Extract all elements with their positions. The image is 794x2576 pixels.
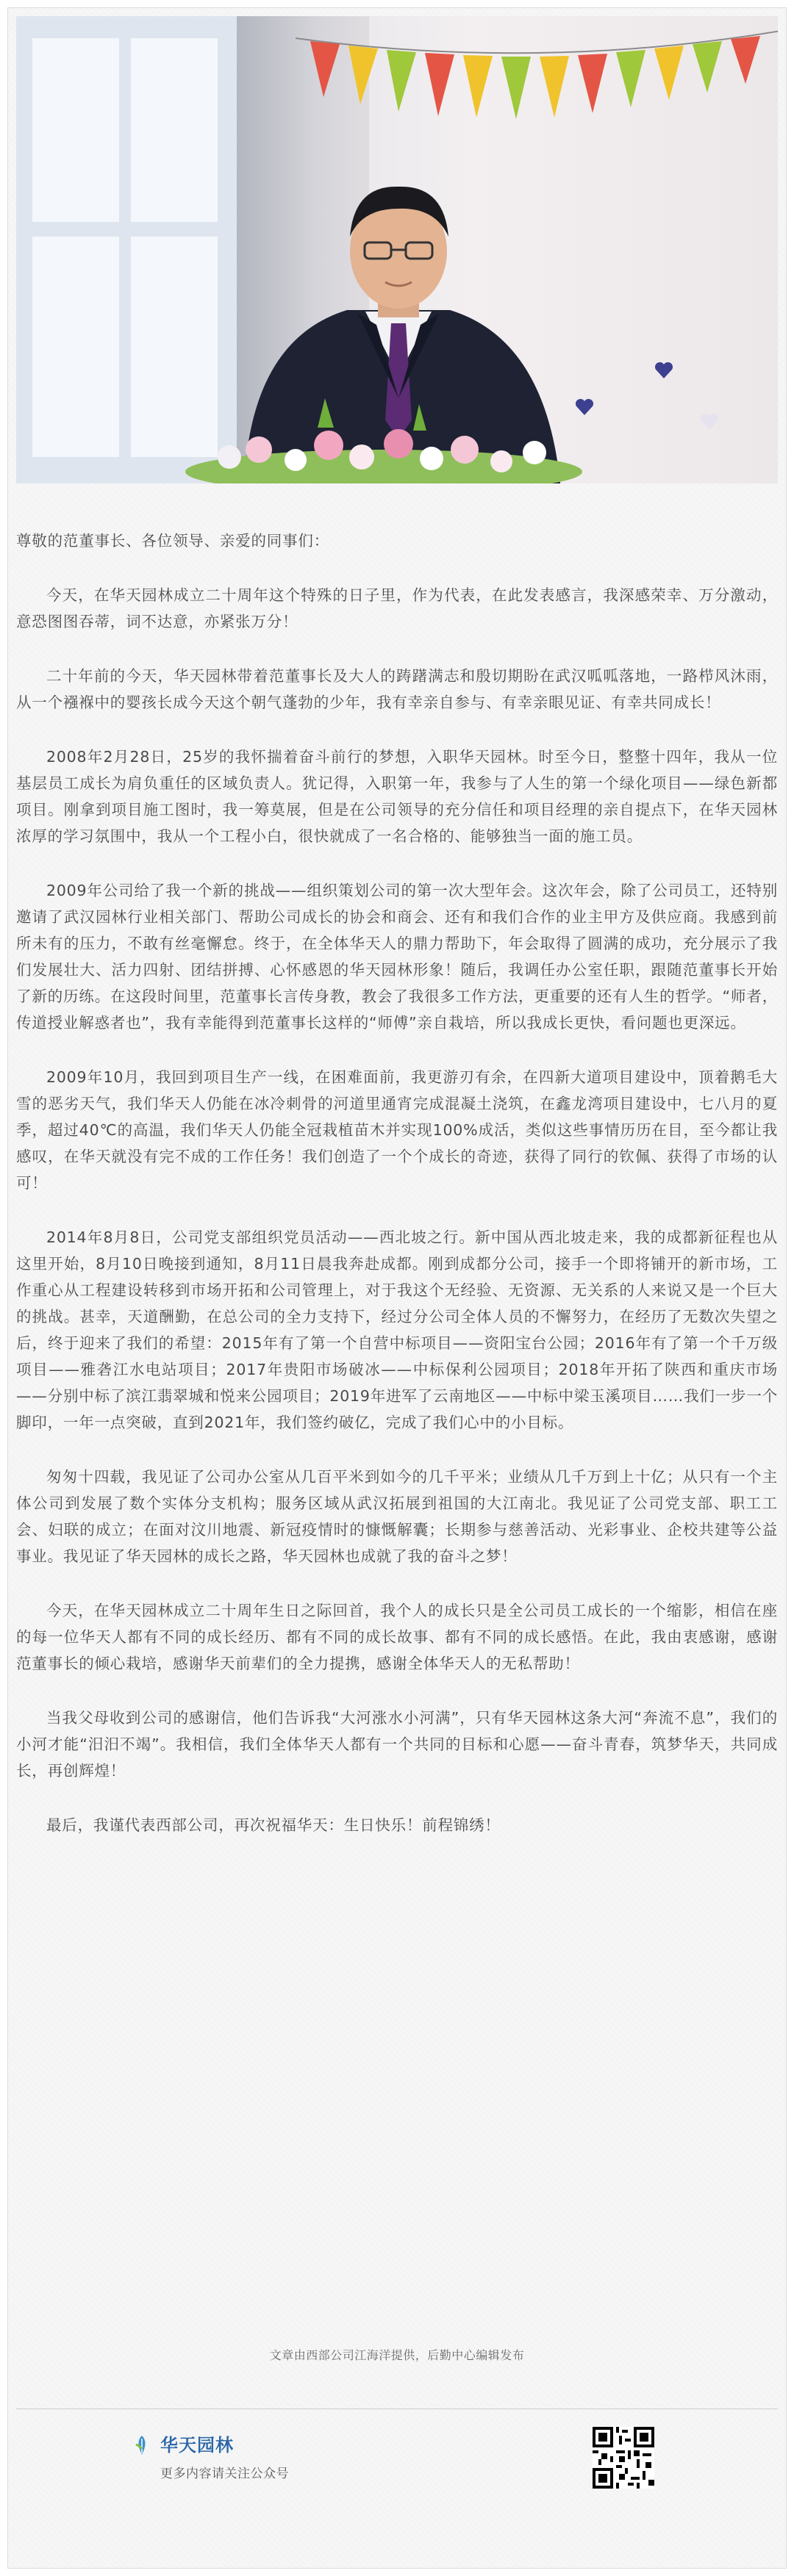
leaf-logo-icon [134, 2434, 150, 2456]
heart-icon [654, 361, 673, 379]
article-paragraph: 2014年8月8日，公司党支部组织党员活动——西北坡之行。新中国从西北坡走来，我的成都新征程也从这里开始，8月10日晚接到通知，8月11日晨我奔赴成都。刚到成都分公司，接手一个即将铺开的新市场，工作重心从工程建设转移到市场开拓和公司管理上，对于我这个无经验、无资源、无关系的人来说又是一个巨大的挑战。甚幸，天道酬勤，在总公司的全力支持下，经过分公司全体人员的不懈努力，在经历了无数次失望之后，终于迎来了我们的希望：2015年有了第一个自营中标项目——资阳宝台公园；2016年有了第一个千万级项目——雅砻江水电站项目；2017年贵阳市场破冰——中标保利公园项目；2018年开拓了陕西和重庆市场——分别中标了滨江翡翠城和悦来公园项目；2019年进军了云南地区——中标中梁玉溪项目……我们一步一个脚印，一年一点突破，直到2021年，我们签约破亿，完成了我们心中的小目标。 [16, 1228, 778, 1431]
bunting-decor [296, 16, 778, 163]
heart-icon [700, 413, 719, 431]
article-paragraph: 2009年公司给了我一个新的挑战——组织策划公司的第一次大型年会。这次年会，除了公司员工，还特别邀请了武汉园林行业相关部门、帮助公司成长的协会和商会、还有和我们合作的业主甲方及供应商。我感到前所未有的压力，不敢有丝毫懈怠。终于，在全体华天人的鼎力帮助下，年会取得了圆满的成功，充分展示了我们发展壮大、活力四射、团结拼搏、心怀感恩的华天园林形象！随后，我调任办公室任职，跟随范董事长开始了新的历练。在这段时间里，范董事长言传身教，教会了我很多工作方法，更重要的还有人生的哲学。“师者，传道授业解惑者也”，我有幸能得到范董事长这样的“师傅”亲自栽培，所以我成长更快，看问题也更深远。 [16, 882, 778, 1032]
article-paragraph: 当我父母收到公司的感谢信，他们告诉我“大河涨水小河满”，只有华天园林这条大河“奔流不息”，我们的小河才能“汨汨不竭”。我相信，我们全体华天人都有一个共同的目标和心愿——奋斗青春，筑梦华天，共同成长，再创辉煌！ [16, 1709, 778, 1780]
salutation: 尊敬的范董事长、各位领导、亲爱的同事们： [16, 532, 329, 550]
article-paragraph: 二十年前的今天，华天园林带着范董事长及大人的踌躇满志和殷切期盼在武汉呱呱落地，一路栉风沐雨，从一个襁褓中的婴孩长成今天这个朝气蓬勃的少年，我有幸亲自参与、有幸亲眼见证、有幸共同成长！ [16, 667, 778, 711]
article-body [16, 528, 778, 1866]
article-paragraph: 2009年10月，我回到项目生产一线，在困难面前，我更游刃有余，在四新大道项目建设中，顶着鹅毛大雪的恶劣天气，我们华天人仍能在冰冷刺骨的河道里通宵完成混凝土浇筑，在鑫龙湾项目建设中，七八月的夏季，超过40℃的高温，我们华天人仍能全冠栽植苗木并实现100%成活，类似这些事情历历在目，至今都让我感叹，在华天就没有完不成的工作任务！我们创造了一个个成长的奇迹，获得了同行的钦佩、获得了市场的认可！ [16, 1068, 778, 1192]
qr-code-icon[interactable] [593, 2427, 654, 2489]
footer-brand-name: 华天园林 [160, 2435, 234, 2456]
speaker-photo [16, 16, 778, 483]
footer-divider [16, 2408, 778, 2409]
article-paragraph: 2008年2月28日，25岁的我怀揣着奋斗前行的梦想，入职华天园林。时至今日，整整十四年，我从一位基层员工成长为肩负重任的区域负责人。犹记得，入职第一年，我参与了人生的第一个绿化项目——绿色新都项目。刚拿到项目施工图时，我一筹莫展，但是在公司领导的充分信任和项目经理的亲自提点下，在华天园林浓厚的学习氛围中，我从一个工程小白，很快就成了一名合格的、能够独当一面的施工员。 [16, 748, 778, 845]
article-credit: 文章由西部公司江海洋提供，后勤中心编辑发布 [269, 2348, 525, 2362]
closing-paragraph: 最后，我谨代表西部公司，再次祝福华天：生日快乐！前程锦绣！ [46, 1816, 501, 1834]
footer-tagline: 更多内容请关注公众号 [160, 2467, 289, 2481]
article-paragraph: 匆匆十四载，我见证了公司办公室从几百平米到如今的几千平米；业绩从几千万到上十亿；从只有一个主体公司到发展了数个实体分支机构；服务区域从武汉拓展到祖国的大江南北。我见证了公司党支部、职工工会、妇联的成立；在面对汶川地震、新冠疫情时的慷慨解囊；长期参与慈善活动、光彩事业、企校共建等公益事业。我见证了华天园林的成长之路，华天园林也成就了我的奋斗之梦！ [16, 1468, 778, 1565]
article-paragraph: 今天，在华天园林成立二十周年生日之际回首，我个人的成长只是全公司员工成长的一个缩影，相信在座的每一位华天人都有不同的成长经历、都有不同的成长故事、都有不同的成长感悟。在此，我由衷感谢，感谢范董事长的倾心栽培，感谢华天前辈们的全力提携，感谢全体华天人的无私帮助！ [16, 1602, 778, 1672]
flower-arrangement [178, 398, 590, 483]
article-paragraph: 今天，在华天园林成立二十周年这个特殊的日子里，作为代表，在此发表感言，我深感荣幸、万分激动，意恐图图吞蒂，词不达意，亦紧张万分！ [16, 586, 778, 630]
